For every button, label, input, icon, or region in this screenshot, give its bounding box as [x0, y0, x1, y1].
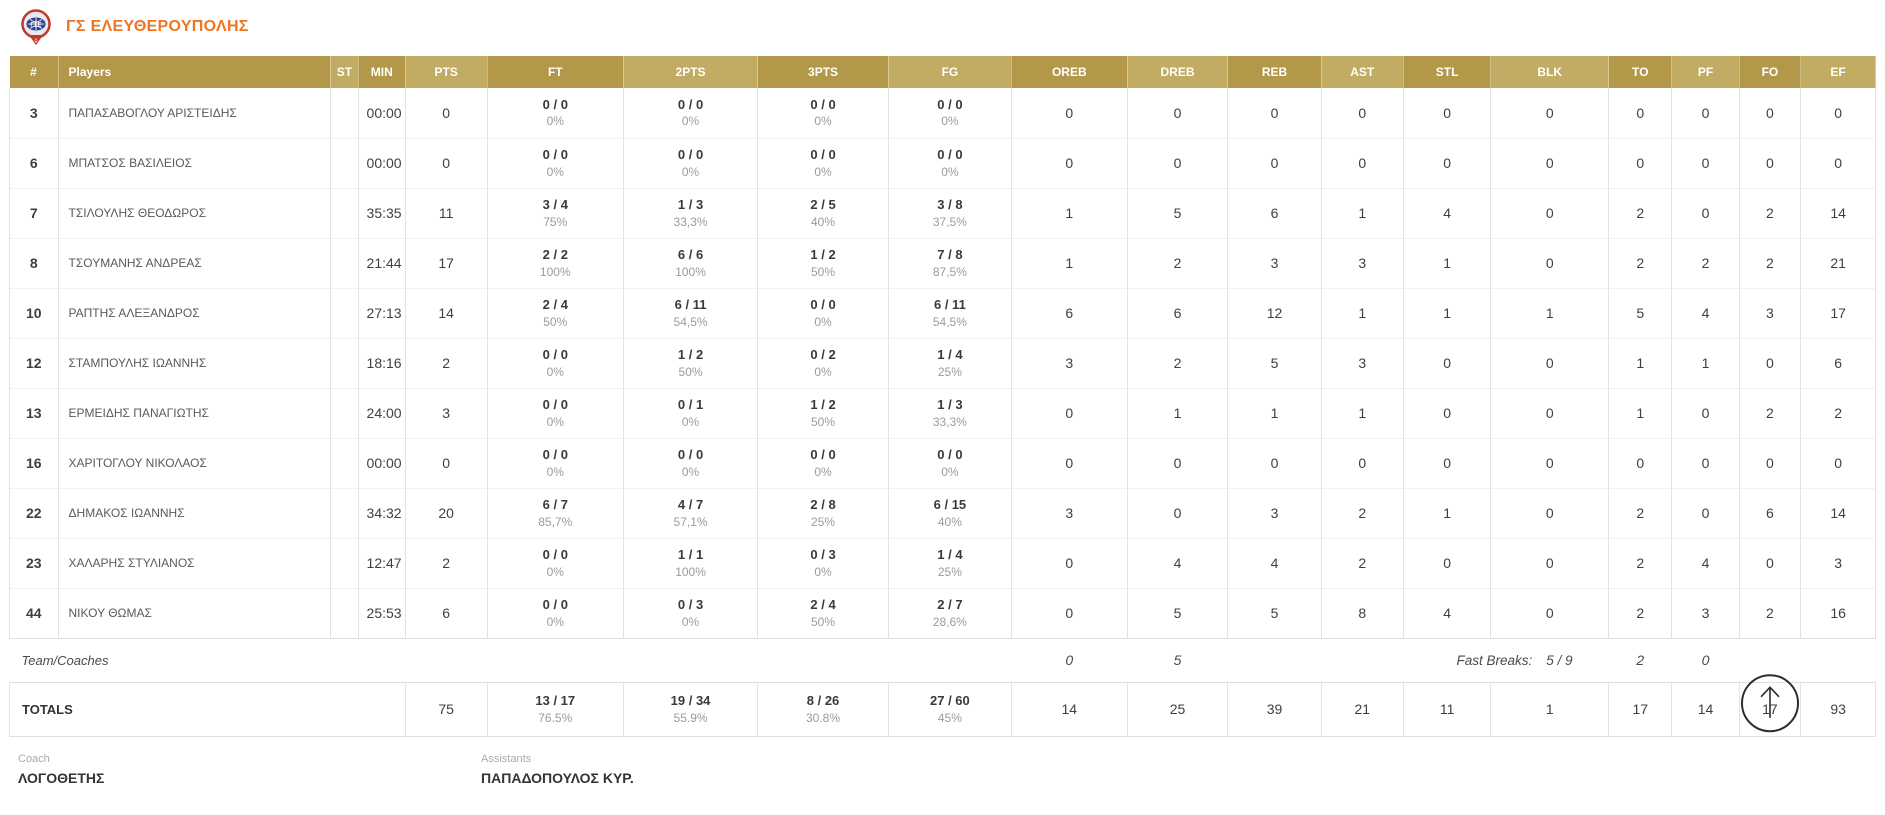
- ft-cell: 2 / 2 100%: [487, 238, 623, 288]
- minutes-cell: 34:32: [358, 488, 405, 538]
- minutes-cell: 27:13: [358, 288, 405, 338]
- totals-reb: 39: [1228, 682, 1321, 736]
- dreb-cell: 0: [1127, 138, 1228, 188]
- stl-cell: 0: [1403, 438, 1491, 488]
- player-name: ΤΣΟΥΜΑΝΗΣ ΑΝΔΡΕΑΣ: [58, 238, 330, 288]
- reb-cell: 5: [1228, 588, 1321, 638]
- 2pts-cell: 1 / 1 100%: [623, 538, 757, 588]
- col-header-ft: FT: [487, 56, 623, 88]
- fg-cell: 0 / 0 0%: [888, 438, 1011, 488]
- player-number: 22: [10, 488, 59, 538]
- 3pts-cell: 0 / 0 0%: [758, 288, 889, 338]
- starter-cell: [330, 288, 358, 338]
- col-header-st: ST: [330, 56, 358, 88]
- blk-cell: 0: [1491, 238, 1609, 288]
- totals-fo: 17: [1739, 682, 1801, 736]
- fo-cell: 0: [1739, 438, 1801, 488]
- ef-cell: 2: [1801, 388, 1876, 438]
- fg-cell: 2 / 7 28,6%: [888, 588, 1011, 638]
- 3pts-cell: 0 / 0 0%: [758, 88, 889, 138]
- dreb-cell: 0: [1127, 488, 1228, 538]
- player-name: ΕΡΜΕΙΔΗΣ ΠΑΝΑΓΙΩΤΗΣ: [58, 388, 330, 438]
- pf-cell: 0: [1672, 88, 1739, 138]
- col-header-ast: AST: [1321, 56, 1403, 88]
- ft-cell: 3 / 4 75%: [487, 188, 623, 238]
- to-cell: 2: [1609, 588, 1672, 638]
- 2pts-cell: 0 / 0 0%: [623, 88, 757, 138]
- dreb-cell: 1: [1127, 388, 1228, 438]
- col-header-fo: FO: [1739, 56, 1801, 88]
- ast-cell: 3: [1321, 338, 1403, 388]
- ef-cell: 3: [1801, 538, 1876, 588]
- team-name-link[interactable]: ΓΣ ΕΛΕΥΘΕΡΟΥΠΟΛΗΣ: [66, 18, 249, 35]
- player-name: ΡΑΠΤΗΣ ΑΛΕΞΑΝΔΡΟΣ: [58, 288, 330, 338]
- player-number: 12: [10, 338, 59, 388]
- player-row: [10, 488, 1876, 538]
- ast-cell: 1: [1321, 388, 1403, 438]
- blk-cell: 0: [1491, 438, 1609, 488]
- starter-cell: [330, 338, 358, 388]
- reb-cell: 6: [1228, 188, 1321, 238]
- pf-cell: 0: [1672, 438, 1739, 488]
- minutes-cell: 18:16: [358, 338, 405, 388]
- player-number: 6: [10, 138, 59, 188]
- ef-cell: 14: [1801, 488, 1876, 538]
- blk-cell: 0: [1491, 88, 1609, 138]
- dreb-cell: 2: [1127, 338, 1228, 388]
- 3pts-cell: 1 / 2 50%: [758, 388, 889, 438]
- ft-cell: 0 / 0 0%: [487, 388, 623, 438]
- 3pts-cell: 0 / 2 0%: [758, 338, 889, 388]
- coach-label: Coach: [18, 752, 50, 765]
- 3pts-cell: 2 / 4 50%: [758, 588, 889, 638]
- points-cell: 6: [405, 588, 487, 638]
- col-header-min: MIN: [358, 56, 405, 88]
- ft-cell: 0 / 0 0%: [487, 338, 623, 388]
- oreb-cell: 0: [1011, 88, 1127, 138]
- stl-cell: 1: [1403, 238, 1491, 288]
- fo-cell: 0: [1739, 88, 1801, 138]
- points-cell: 2: [405, 338, 487, 388]
- points-cell: 3: [405, 388, 487, 438]
- table-header: [10, 56, 1876, 88]
- col-header-stl: STL: [1403, 56, 1491, 88]
- fg-cell: 6 / 15 40%: [888, 488, 1011, 538]
- dreb-cell: 0: [1127, 438, 1228, 488]
- player-number: 16: [10, 438, 59, 488]
- totals-to: 17: [1609, 682, 1672, 736]
- fg-cell: 1 / 4 25%: [888, 538, 1011, 588]
- ef-cell: 17: [1801, 288, 1876, 338]
- col-header-oreb: OREB: [1011, 56, 1127, 88]
- 3pts-cell: 0 / 0 0%: [758, 438, 889, 488]
- stl-cell: 1: [1403, 288, 1491, 338]
- player-number: 23: [10, 538, 59, 588]
- points-cell: 14: [405, 288, 487, 338]
- totals-ft-cell: 13 / 17 76.5%: [487, 682, 623, 736]
- oreb-cell: 0: [1011, 438, 1127, 488]
- totals-label: TOTALS: [10, 682, 406, 736]
- fo-cell: 2: [1739, 188, 1801, 238]
- ast-cell: 1: [1321, 288, 1403, 338]
- ef-cell: 0: [1801, 438, 1876, 488]
- team-header: [0, 0, 1885, 56]
- ef-cell: 21: [1801, 238, 1876, 288]
- fast-breaks: [1228, 638, 1609, 682]
- to-cell: 1: [1609, 388, 1672, 438]
- fo-cell: 0: [1739, 338, 1801, 388]
- player-name: ΜΠΑΤΣΟΣ ΒΑΣΙΛΕΙΟΣ: [58, 138, 330, 188]
- player-row: [10, 138, 1876, 188]
- ast-cell: 0: [1321, 88, 1403, 138]
- team-logo-icon: [18, 9, 54, 45]
- minutes-cell: 12:47: [358, 538, 405, 588]
- col-header-pf: PF: [1672, 56, 1739, 88]
- reb-cell: 4: [1228, 538, 1321, 588]
- starter-cell: [330, 238, 358, 288]
- minutes-cell: 00:00: [358, 88, 405, 138]
- player-number: 13: [10, 388, 59, 438]
- ast-cell: 3: [1321, 238, 1403, 288]
- oreb-cell: 3: [1011, 488, 1127, 538]
- starter-cell: [330, 188, 358, 238]
- fast-breaks-label: Fast Breaks:: [1456, 652, 1533, 668]
- 2pts-cell: 1 / 3 33,3%: [623, 188, 757, 238]
- team-dreb: 5: [1127, 638, 1228, 682]
- blk-cell: 0: [1491, 338, 1609, 388]
- dreb-cell: 5: [1127, 188, 1228, 238]
- ft-cell: 0 / 0 0%: [487, 438, 623, 488]
- 2pts-cell: 0 / 0 0%: [623, 438, 757, 488]
- pf-cell: 3: [1672, 588, 1739, 638]
- fo-cell: 2: [1739, 588, 1801, 638]
- to-cell: 2: [1609, 488, 1672, 538]
- fo-cell: 3: [1739, 288, 1801, 338]
- starter-cell: [330, 538, 358, 588]
- player-name: ΧΑΡΙΤΟΓΛΟΥ ΝΙΚΟΛΑΟΣ: [58, 438, 330, 488]
- starter-cell: [330, 388, 358, 438]
- reb-cell: 0: [1228, 138, 1321, 188]
- fg-cell: 1 / 4 25%: [888, 338, 1011, 388]
- reb-cell: 0: [1228, 88, 1321, 138]
- oreb-cell: 0: [1011, 388, 1127, 438]
- fg-cell: 0 / 0 0%: [888, 138, 1011, 188]
- oreb-cell: 3: [1011, 338, 1127, 388]
- minutes-cell: 00:00: [358, 438, 405, 488]
- team-pf: 0: [1672, 638, 1739, 682]
- player-name: ΠΑΠΑΣΑΒΟΓΛΟΥ ΑΡΙΣΤΕΙΔΗΣ: [58, 88, 330, 138]
- assistants-name: ΠΑΠΑΔΟΠΟΥΛΟΣ ΚΥΡ.: [481, 769, 634, 786]
- starter-cell: [330, 438, 358, 488]
- totals-fg-cell: 27 / 60 45%: [888, 682, 1011, 736]
- stl-cell: 0: [1403, 538, 1491, 588]
- pf-cell: 0: [1672, 488, 1739, 538]
- 2pts-cell: 0 / 0 0%: [623, 138, 757, 188]
- 2pts-cell: 4 / 7 57,1%: [623, 488, 757, 538]
- reb-cell: 3: [1228, 488, 1321, 538]
- col-header-number: #: [10, 56, 59, 88]
- 2pts-cell: 6 / 6 100%: [623, 238, 757, 288]
- player-name: ΣΤΑΜΠΟΥΛΗΣ ΙΩΑΝΝΗΣ: [58, 338, 330, 388]
- pf-cell: 0: [1672, 188, 1739, 238]
- pf-cell: 1: [1672, 338, 1739, 388]
- col-header-fg: FG: [888, 56, 1011, 88]
- ft-cell: 0 / 0 0%: [487, 138, 623, 188]
- team-oreb: 0: [1011, 638, 1127, 682]
- points-cell: 11: [405, 188, 487, 238]
- dreb-cell: 2: [1127, 238, 1228, 288]
- dreb-cell: 4: [1127, 538, 1228, 588]
- totals-3pts-cell: 8 / 26 30.8%: [758, 682, 889, 736]
- assistants-block: [481, 753, 944, 786]
- ft-cell: 0 / 0 0%: [487, 88, 623, 138]
- player-name: ΧΑΛΑΡΗΣ ΣΤΥΛΙΑΝΟΣ: [58, 538, 330, 588]
- ast-cell: 2: [1321, 538, 1403, 588]
- blk-cell: 0: [1491, 588, 1609, 638]
- blk-cell: 0: [1491, 138, 1609, 188]
- assistants-label: Assistants: [481, 752, 532, 765]
- blk-cell: 0: [1491, 488, 1609, 538]
- fo-cell: 2: [1739, 238, 1801, 288]
- ef-cell: 6: [1801, 338, 1876, 388]
- starter-cell: [330, 588, 358, 638]
- stl-cell: 0: [1403, 88, 1491, 138]
- totals-pts: 75: [405, 682, 487, 736]
- 2pts-cell: 1 / 2 50%: [623, 338, 757, 388]
- to-cell: 0: [1609, 438, 1672, 488]
- scroll-to-top-button[interactable]: [1741, 674, 1799, 732]
- col-header-to: TO: [1609, 56, 1672, 88]
- coach-block: [18, 753, 481, 786]
- fo-cell: 0: [1739, 138, 1801, 188]
- totals-pf: 14: [1672, 682, 1739, 736]
- player-row: [10, 188, 1876, 238]
- col-header-reb: REB: [1228, 56, 1321, 88]
- reb-cell: 12: [1228, 288, 1321, 338]
- reb-cell: 5: [1228, 338, 1321, 388]
- oreb-cell: 1: [1011, 188, 1127, 238]
- fg-cell: 6 / 11 54,5%: [888, 288, 1011, 338]
- ef-cell: 16: [1801, 588, 1876, 638]
- totals-blk: 1: [1491, 682, 1609, 736]
- col-header-2pts: 2PTS: [623, 56, 757, 88]
- player-row: [10, 588, 1876, 638]
- up-arrow-icon: [1757, 685, 1783, 719]
- stl-cell: 0: [1403, 138, 1491, 188]
- player-row: [10, 288, 1876, 338]
- ft-cell: 6 / 7 85,7%: [487, 488, 623, 538]
- fo-cell: 0: [1739, 538, 1801, 588]
- coaches-footer: [0, 737, 1885, 786]
- team-to: 2: [1609, 638, 1672, 682]
- fg-cell: 3 / 8 37,5%: [888, 188, 1011, 238]
- totals-oreb: 14: [1011, 682, 1127, 736]
- fg-cell: 1 / 3 33,3%: [888, 388, 1011, 438]
- minutes-cell: 24:00: [358, 388, 405, 438]
- player-row: [10, 338, 1876, 388]
- player-row: [10, 238, 1876, 288]
- to-cell: 2: [1609, 238, 1672, 288]
- fo-cell: 2: [1739, 388, 1801, 438]
- player-number: 10: [10, 288, 59, 338]
- to-cell: 2: [1609, 538, 1672, 588]
- minutes-cell: 00:00: [358, 138, 405, 188]
- oreb-cell: 0: [1011, 138, 1127, 188]
- ef-cell: 0: [1801, 88, 1876, 138]
- col-header-blk: BLK: [1491, 56, 1609, 88]
- starter-cell: [330, 138, 358, 188]
- points-cell: 0: [405, 88, 487, 138]
- pf-cell: 0: [1672, 388, 1739, 438]
- player-name: ΝΙΚΟΥ ΘΩΜΑΣ: [58, 588, 330, 638]
- 3pts-cell: 2 / 8 25%: [758, 488, 889, 538]
- fg-cell: 0 / 0 0%: [888, 88, 1011, 138]
- stl-cell: 0: [1403, 388, 1491, 438]
- ast-cell: 2: [1321, 488, 1403, 538]
- dreb-cell: 5: [1127, 588, 1228, 638]
- ast-cell: 0: [1321, 438, 1403, 488]
- player-number: 44: [10, 588, 59, 638]
- 3pts-cell: 2 / 5 40%: [758, 188, 889, 238]
- player-row: [10, 538, 1876, 588]
- ft-cell: 2 / 4 50%: [487, 288, 623, 338]
- ast-cell: 8: [1321, 588, 1403, 638]
- stl-cell: 4: [1403, 188, 1491, 238]
- oreb-cell: 1: [1011, 238, 1127, 288]
- col-header-dreb: DREB: [1127, 56, 1228, 88]
- pf-cell: 4: [1672, 538, 1739, 588]
- starter-cell: [330, 88, 358, 138]
- totals-2pts-cell: 19 / 34 55.9%: [623, 682, 757, 736]
- dreb-cell: 6: [1127, 288, 1228, 338]
- points-cell: 2: [405, 538, 487, 588]
- 2pts-cell: 0 / 3 0%: [623, 588, 757, 638]
- player-name: ΔΗΜΑΚΟΣ ΙΩΑΝΝΗΣ: [58, 488, 330, 538]
- ft-cell: 0 / 0 0%: [487, 538, 623, 588]
- points-cell: 0: [405, 138, 487, 188]
- blk-cell: 0: [1491, 388, 1609, 438]
- coach-name: ΛΟΓΟΘΕΤΗΣ: [18, 769, 105, 786]
- ef-cell: 14: [1801, 188, 1876, 238]
- 3pts-cell: 1 / 2 50%: [758, 238, 889, 288]
- points-cell: 17: [405, 238, 487, 288]
- player-number: 8: [10, 238, 59, 288]
- player-number: 7: [10, 188, 59, 238]
- boxscore-table: [9, 56, 1876, 737]
- 2pts-cell: 0 / 1 0%: [623, 388, 757, 438]
- stl-cell: 1: [1403, 488, 1491, 538]
- to-cell: 0: [1609, 88, 1672, 138]
- fg-cell: 7 / 8 87,5%: [888, 238, 1011, 288]
- ast-cell: 1: [1321, 188, 1403, 238]
- to-cell: 5: [1609, 288, 1672, 338]
- fast-breaks-value: 5 / 9: [1546, 652, 1573, 668]
- team-coaches-label: Team/Coaches: [10, 638, 488, 682]
- totals-row: [10, 682, 1876, 736]
- col-header-ef: EF: [1801, 56, 1876, 88]
- players-tbody: [10, 88, 1876, 638]
- player-name: ΤΣΙΛΟΥΛΗΣ ΘΕΟΔΩΡΟΣ: [58, 188, 330, 238]
- fo-cell: 6: [1739, 488, 1801, 538]
- totals-ef: 93: [1801, 682, 1876, 736]
- blk-cell: 1: [1491, 288, 1609, 338]
- oreb-cell: 0: [1011, 588, 1127, 638]
- ast-cell: 0: [1321, 138, 1403, 188]
- stl-cell: 0: [1403, 338, 1491, 388]
- col-header-pts: PTS: [405, 56, 487, 88]
- totals-dreb: 25: [1127, 682, 1228, 736]
- ef-cell: 0: [1801, 138, 1876, 188]
- col-header-3pts: 3PTS: [758, 56, 889, 88]
- totals-ast: 21: [1321, 682, 1403, 736]
- to-cell: 1: [1609, 338, 1672, 388]
- svg-text:ΓΣΕ: ΓΣΕ: [30, 22, 42, 29]
- minutes-cell: 35:35: [358, 188, 405, 238]
- reb-cell: 3: [1228, 238, 1321, 288]
- 3pts-cell: 0 / 3 0%: [758, 538, 889, 588]
- oreb-cell: 0: [1011, 538, 1127, 588]
- minutes-cell: 25:53: [358, 588, 405, 638]
- pf-cell: 2: [1672, 238, 1739, 288]
- 2pts-cell: 6 / 11 54,5%: [623, 288, 757, 338]
- player-row: [10, 88, 1876, 138]
- starter-cell: [330, 488, 358, 538]
- pf-cell: 4: [1672, 288, 1739, 338]
- reb-cell: 1: [1228, 388, 1321, 438]
- reb-cell: 0: [1228, 438, 1321, 488]
- col-header-players: Players: [58, 56, 330, 88]
- team-coaches-row: [10, 638, 1876, 682]
- blk-cell: 0: [1491, 188, 1609, 238]
- 3pts-cell: 0 / 0 0%: [758, 138, 889, 188]
- player-row: [10, 388, 1876, 438]
- points-cell: 0: [405, 438, 487, 488]
- ft-cell: 0 / 0 0%: [487, 588, 623, 638]
- dreb-cell: 0: [1127, 88, 1228, 138]
- totals-stl: 11: [1403, 682, 1491, 736]
- pf-cell: 0: [1672, 138, 1739, 188]
- points-cell: 20: [405, 488, 487, 538]
- blk-cell: 0: [1491, 538, 1609, 588]
- minutes-cell: 21:44: [358, 238, 405, 288]
- to-cell: 2: [1609, 188, 1672, 238]
- player-row: [10, 438, 1876, 488]
- player-number: 3: [10, 88, 59, 138]
- oreb-cell: 6: [1011, 288, 1127, 338]
- to-cell: 0: [1609, 138, 1672, 188]
- stl-cell: 4: [1403, 588, 1491, 638]
